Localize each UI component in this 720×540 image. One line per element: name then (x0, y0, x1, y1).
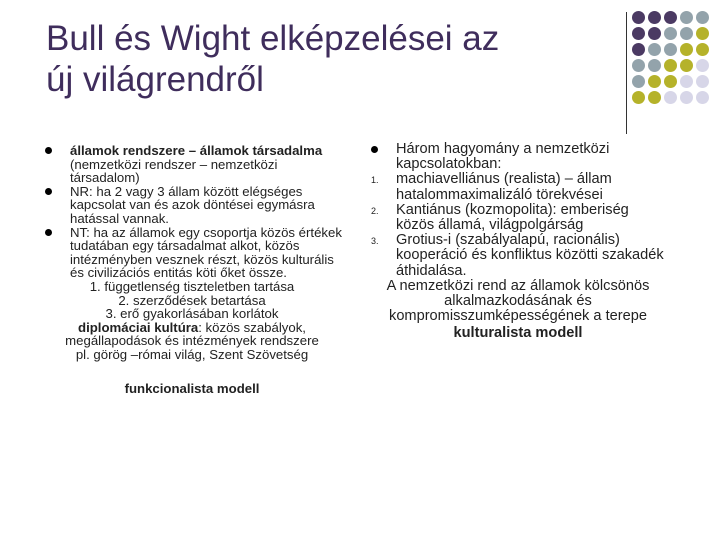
dot-gray (632, 59, 645, 72)
bullet-icon (45, 147, 52, 154)
dot-gray (648, 59, 661, 72)
item-heading: államok rendszere – államok társadalma (70, 143, 323, 158)
item-text: Grotius-i (szabályalapú, racionális) kooperáció és konfliktus közötti szakadék áthidalása. (396, 232, 664, 279)
right-column (368, 142, 668, 342)
dot-olive (680, 59, 693, 72)
dot-olive (648, 75, 661, 88)
dot-gray (696, 11, 709, 24)
numbered-item (368, 203, 668, 233)
item-text: machiavelliánus (realista) – állam hatalommaximalizáló törekvései (396, 171, 612, 203)
examples-line: pl. görög –római világ, Szent Szövetség (75, 346, 309, 362)
dot-olive (632, 91, 645, 104)
numbered-item (368, 172, 668, 202)
bullet-icon (45, 188, 52, 195)
dot-gray (680, 11, 693, 24)
model-label: kulturalista modell (453, 325, 583, 342)
dot-gray (664, 27, 677, 40)
dot-olive (696, 43, 709, 56)
dot-purple (632, 27, 645, 40)
dot-lavender (680, 75, 693, 88)
diplomacy-definition: : közös szabályok, megállapodások és intézmények rendszere (65, 319, 319, 349)
dot-olive (648, 91, 661, 104)
left-bullet-item (42, 144, 342, 185)
principle-line: 2. szerződések betartása (118, 292, 266, 308)
item-text: NT: ha az államok egy csoportja közös értékek tudatában egy társadalmat alkot, közös intézményben vesznek részt, közös kulturális és civilizációs entitás köti őket össze. (70, 224, 342, 281)
numbered-item (368, 233, 668, 279)
dot-purple (648, 11, 661, 24)
item-text: (nemzetközi rendszer – nemzetközi társadalom) (70, 156, 278, 186)
left-bullet-item (42, 226, 342, 280)
left-column (42, 144, 342, 395)
diplomacy-term: diplomáciai kultúra (78, 319, 199, 335)
dot-purple (632, 11, 645, 24)
model-label: funkcionalista modell (124, 380, 260, 396)
item-text: NR: ha 2 vagy 3 állam között elégséges kapcsolat van és azok döntései egymásra hatással vannak. (70, 183, 315, 226)
bullet-icon (371, 146, 378, 153)
item-number: 1. (371, 175, 379, 186)
item-text: Kantiánus (kozmopolita): emberiség közös államá, világpolgárság (396, 201, 629, 234)
dot-gray (648, 43, 661, 56)
title-line-2: új világrendről (46, 60, 264, 99)
principle-line: 1. függetlenség tiszteletben tartása (89, 278, 295, 294)
diplomacy-paragraph (42, 321, 342, 348)
dot-lavender (680, 91, 693, 104)
dot-gray (632, 75, 645, 88)
dot-olive (696, 27, 709, 40)
item-number: 2. (371, 205, 379, 216)
bullet-icon (45, 229, 52, 236)
item-text: Három hagyomány a nemzetközi kapcsolatokban: (396, 141, 610, 173)
dot-gray (664, 43, 677, 56)
dot-lavender (664, 91, 677, 104)
principle-line: 3. erő gyakorlásában korlátok (105, 306, 279, 322)
title-line-1: Bull és Wight elképzelései az (46, 19, 500, 58)
right-bullet-item (368, 142, 668, 172)
dot-gray (680, 27, 693, 40)
dot-olive (664, 75, 677, 88)
vertical-divider (626, 12, 627, 134)
dot-lavender (696, 75, 709, 88)
item-number: 3. (371, 236, 379, 247)
dot-lavender (696, 91, 709, 104)
left-bullet-item (42, 185, 342, 226)
slide-title (46, 18, 606, 100)
dot-purple (648, 27, 661, 40)
dot-purple (632, 43, 645, 56)
summary-paragraph: A nemzetközi rend az államok kölcsönös alkalmazkodásának és kompromisszumképességének a terepe (386, 277, 650, 325)
dot-lavender (696, 59, 709, 72)
dot-purple (664, 11, 677, 24)
dot-olive (664, 59, 677, 72)
dot-olive (680, 43, 693, 56)
